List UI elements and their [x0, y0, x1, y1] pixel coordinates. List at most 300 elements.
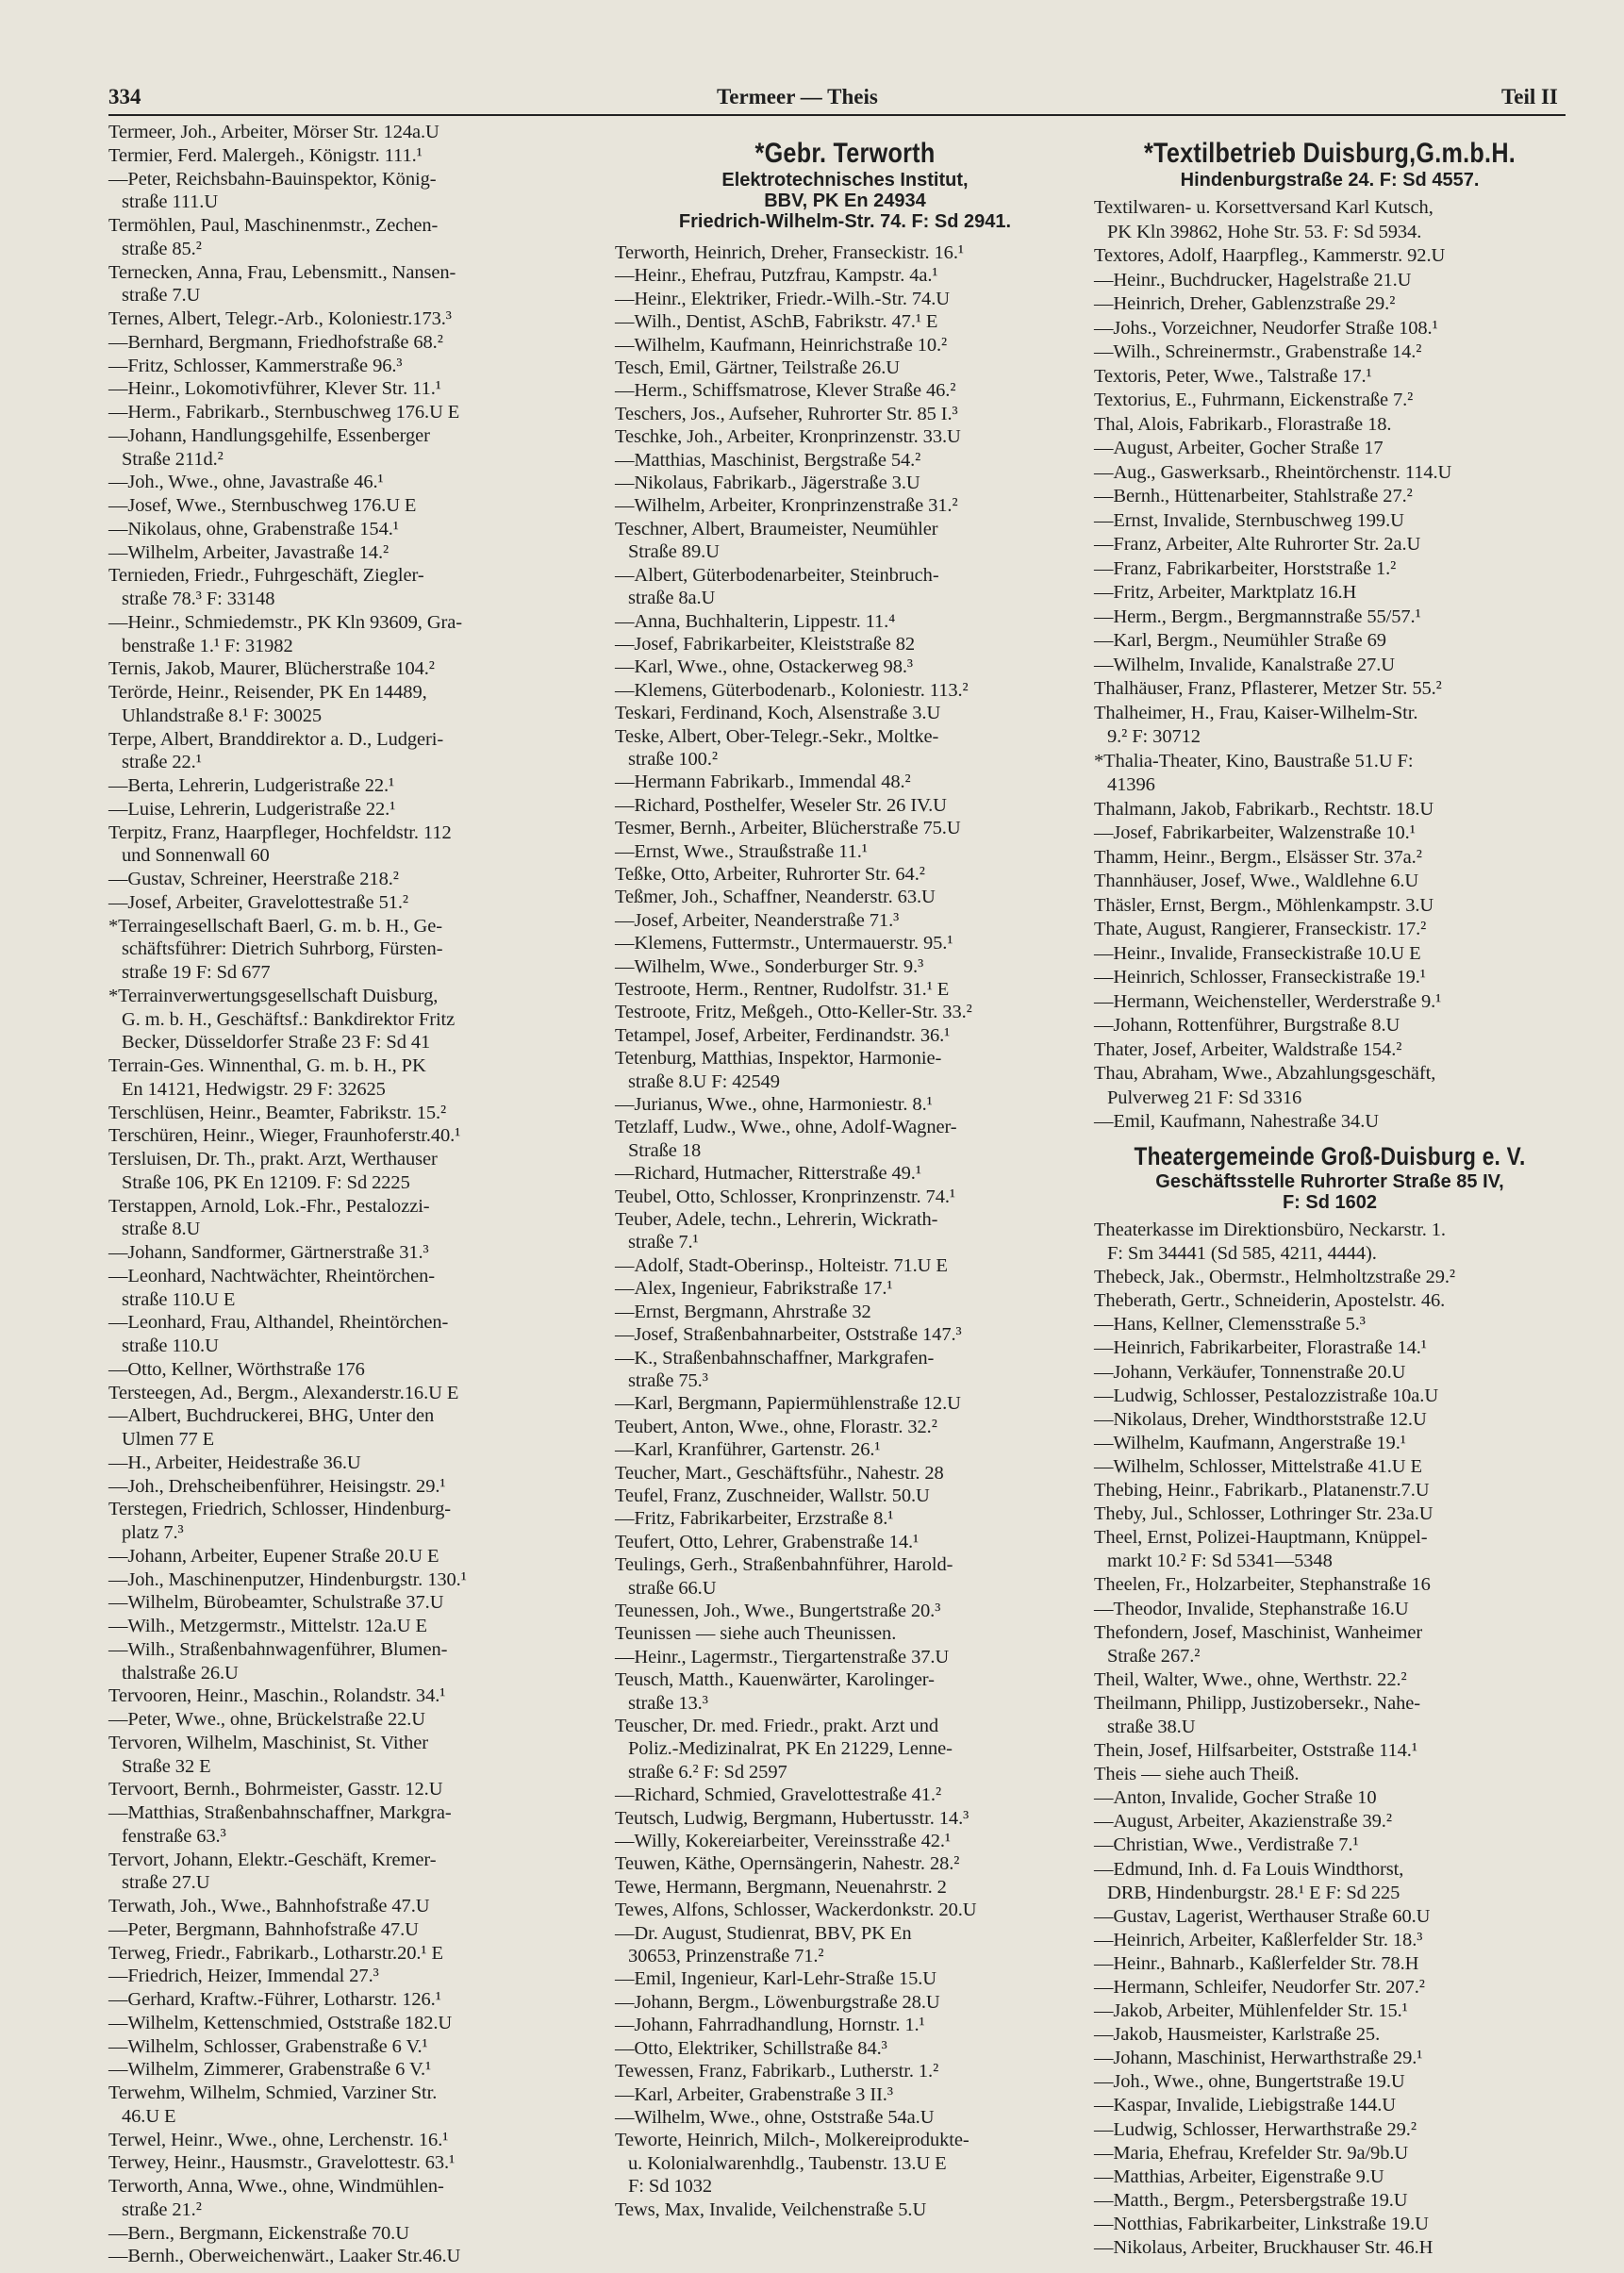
directory-entry [1094, 1479, 1566, 1502]
directory-entry [615, 2037, 1077, 2060]
directory-entry [108, 681, 591, 728]
entry-continuation-line: straße 22.¹ [122, 752, 202, 773]
entry-line: Terstappen, Arnold, Lok.-Fhr., Pestalozzi- [108, 1195, 430, 1217]
entry-line: —Kaspar, Invalide, Liebigstraße 144.U [1094, 2095, 1396, 2116]
entry-line: Thalhäuser, Franz, Pflasterer, Metzer Str. 55.² [1094, 678, 1442, 699]
directory-entry [615, 449, 1077, 472]
directory-entry [1094, 1502, 1566, 1526]
directory-entry [615, 1416, 1077, 1438]
entry-line: Theis — siehe auch Theiß. [1094, 1764, 1300, 1785]
directory-entry [615, 1392, 1077, 1415]
directory-entry [108, 1545, 591, 1568]
ad-title: *Gebr. Terworth [754, 138, 936, 169]
directory-entry [1094, 2118, 1566, 2142]
directory-entry [1094, 1361, 1566, 1385]
directory-entry [1094, 1763, 1566, 1786]
directory-entry [108, 1568, 591, 1592]
directory-entry [108, 471, 591, 494]
directory-entry [615, 1438, 1077, 1461]
directory-entry [1094, 581, 1566, 606]
entry-line: —Wilhelm, Arbeiter, Javastraße 14.² [108, 541, 389, 563]
directory-entry [615, 1208, 1077, 1254]
directory-entry [108, 494, 591, 518]
header-rule [108, 114, 1566, 116]
advertisement-terworth [613, 138, 1077, 232]
entry-line: —Luise, Lehrerin, Ludgeristraße 22.¹ [108, 798, 396, 820]
entry-line: Tewessen, Franz, Fabrikarb., Lutherstr. 1.² [615, 2061, 939, 2082]
entry-line: Teutsch, Ludwig, Bergmann, Hubertusstr. 14.³ [615, 1807, 969, 1829]
entry-line: Textorius, E., Fuhrmann, Eickenstraße 7.² [1094, 390, 1414, 410]
directory-entry [108, 1498, 591, 1545]
entry-line: —Johann, Verkäufer, Tonnenstraße 20.U [1094, 1361, 1406, 1383]
directory-entry [1094, 702, 1566, 750]
entry-line: Teschner, Albert, Braumeister, Neumühler [615, 518, 938, 539]
ad-title: Theatergemeinde Groß-Duisburg e. V. [1134, 1142, 1526, 1170]
directory-entry [1094, 1976, 1566, 1999]
directory-entry [615, 794, 1077, 817]
directory-entry [615, 702, 1077, 724]
directory-entry [1094, 1668, 1566, 1692]
entry-line: —Franz, Arbeiter, Alte Ruhrorter Str. 2a.U [1094, 534, 1421, 555]
entry-continuation-line: F: Sd 1032 [628, 2176, 712, 2198]
directory-entry [108, 518, 591, 541]
entry-line: Ternecken, Anna, Frau, Lebensmitt., Nansen- [108, 261, 456, 283]
entry-line: —Johann, Rottenführer, Burgstraße 8.U [1094, 1015, 1400, 1036]
directory-entry [615, 494, 1077, 517]
entry-line: —Otto, Kellner, Wörthstraße 176 [108, 1358, 365, 1380]
directory-entry [615, 655, 1077, 678]
entry-line: —Jurianus, Wwe., ohne, Harmoniestr. 8.¹ [615, 1094, 933, 1116]
entry-line: —Herm., Fabrikarb., Sternbuschweg 176.U E [108, 402, 460, 423]
directory-entry [1094, 292, 1566, 317]
entry-line: Teulings, Gerh., Straßenbahnführer, Harold- [615, 1554, 953, 1576]
entry-line: —Gustav, Schreiner, Heerstraße 218.² [108, 869, 399, 889]
directory-entry [1094, 629, 1566, 654]
entry-line: —Fritz, Arbeiter, Marktplatz 16.H [1094, 582, 1357, 603]
entry-line: —Johann, Fahrradhandlung, Hornstr. 1.¹ [615, 2015, 925, 2036]
entry-line: —Heinr., Elektriker, Friedr.-Wilh.-Str. 74.U [615, 288, 950, 309]
directory-entry [108, 1895, 591, 1918]
entry-line: Teuwen, Käthe, Opernsängerin, Nahestr. 28.² [615, 1853, 960, 1875]
directory-entry [1094, 1810, 1566, 1833]
entry-line: Testroote, Herm., Rentner, Rudolfstr. 31.¹ E [615, 979, 950, 1000]
entry-line: —Peter, Bergmann, Bahnhofstraße 47.U [108, 1918, 419, 1940]
directory-entry [615, 1507, 1077, 1530]
entry-line: Teunessen, Joh., Wwe., Bungertstraße 20.³ [615, 1600, 941, 1621]
entry-line: Tervort, Johann, Elektr.-Geschäft, Kremer- [108, 1849, 437, 1870]
directory-entry [1094, 196, 1566, 244]
directory-entry [108, 401, 591, 424]
directory-entry [1094, 1110, 1566, 1135]
directory-entry [108, 821, 591, 869]
entry-line: Terpitz, Franz, Haarpfleger, Hochfeldstr. 112 [108, 821, 452, 843]
entry-line: —Edmund, Inh. d. Fa Louis Windthorst, [1094, 1858, 1404, 1880]
entry-continuation-line: Straße 89.U [628, 541, 720, 563]
entry-line: —Franz, Fabrikarbeiter, Horststraße 1.² [1094, 557, 1397, 579]
directory-entry [1094, 533, 1566, 557]
entry-line: —Josef, Wwe., Sternbuschweg 176.U E [108, 495, 417, 516]
entry-continuation-line: thalstraße 26.U [122, 1662, 239, 1684]
directory-entry [108, 2129, 591, 2152]
entry-line: —Albert, Güterbodenarbeiter, Steinbruch- [615, 564, 939, 586]
entry-line: Tervoort, Bernh., Bohrmeister, Gasstr. 12.U [108, 1779, 443, 1800]
entry-line: Theby, Jul., Schlosser, Lothringer Str. 23a.U [1094, 1503, 1433, 1525]
directory-entry [615, 2014, 1077, 2036]
entry-line: —Johann, Maschinist, Herwarthstraße 29.¹ [1094, 2048, 1423, 2069]
directory-entry [615, 1830, 1077, 1852]
directory-entry [615, 1646, 1077, 1668]
directory-entry [615, 1600, 1077, 1622]
entry-line: —Josef, Fabrikarbeiter, Walzenstraße 10.¹ [1094, 822, 1416, 843]
directory-entry [615, 403, 1077, 425]
entry-line: Tersteegen, Ad., Bergm., Alexanderstr.16.U E [108, 1382, 459, 1403]
entry-line: —Notthias, Fabrikarbeiter, Linkstraße 19.U [1094, 2213, 1429, 2234]
entry-line: Tews, Max, Invalide, Veilchenstraße 5.U [615, 2198, 927, 2220]
directory-entry [1094, 2023, 1566, 2047]
entry-line: —Maria, Ehefrau, Krefelder Str. 9a/9b.U [1094, 2142, 1409, 2164]
entry-continuation-line: En 14121, Hedwigstr. 29 F: 32625 [122, 1078, 386, 1100]
entry-continuation-line: DRB, Hindenburgstr. 28.¹ E F: Sd 225 [1107, 1882, 1400, 1903]
directory-entry [1094, 1289, 1566, 1313]
entry-line: —August, Arbeiter, Akazienstraße 39.² [1094, 1811, 1392, 1833]
directory-entry [1094, 1999, 1566, 2023]
entry-line: —Joh., Wwe., ohne, Bungertstraße 19.U [1094, 2071, 1405, 2093]
entry-line: *Terraingesellschaft Baerl, G. m. b. H., Ge- [108, 915, 442, 937]
directory-entry [108, 564, 591, 611]
directory-entry [1094, 1621, 1566, 1668]
directory-entry [1094, 990, 1566, 1015]
directory-entry [1094, 677, 1566, 702]
entry-line: —Jakob, Arbeiter, Mühlenfelder Str. 15.¹ [1094, 2000, 1408, 2022]
entry-continuation-line: Straße 267.² [1107, 1645, 1201, 1667]
entry-line: —Ernst, Bergmann, Ahrstraße 32 [615, 1301, 871, 1322]
entry-line: —Alex, Ingenieur, Fabrikstraße 17.¹ [615, 1278, 893, 1300]
entry-line: —Richard, Schmied, Gravelottestraße 41.² [615, 1784, 941, 1806]
entry-line: —Wilhelm, Zimmerer, Grabenstraße 6 V.¹ [108, 2059, 432, 2081]
entry-line: —Ludwig, Schlosser, Pestalozzistraße 10a.U [1094, 1385, 1439, 1406]
entry-continuation-line: Pulverweg 21 F: Sd 3316 [1107, 1087, 1302, 1108]
entry-line: —Wilhelm, Arbeiter, Kronprinzenstraße 31.² [615, 495, 958, 517]
entry-line: Teufel, Franz, Zuschneider, Wallstr. 50.U [615, 1485, 930, 1506]
directory-entry [615, 310, 1077, 333]
directory-entry [1094, 846, 1566, 871]
column-1 [108, 121, 591, 2268]
directory-entry [108, 1942, 591, 1966]
directory-entry [1094, 1952, 1566, 1976]
directory-entry [1094, 437, 1566, 461]
column-2 [615, 241, 1077, 2221]
entry-line: —Gustav, Lagerist, Werthauser Straße 60.U [1094, 1905, 1431, 1927]
entry-line: *Thalia-Theater, Kino, Baustraße 51.U F: [1094, 750, 1414, 771]
directory-entry [108, 1638, 591, 1685]
entry-line: —Leonhard, Nachtwächter, Rheintörchen- [108, 1265, 436, 1286]
entry-line: Thamm, Heinr., Bergm., Elsässer Str. 37a.² [1094, 846, 1422, 868]
directory-entry [1094, 1833, 1566, 1857]
entry-line: —Josef, Arbeiter, Gravelottestraße 51.² [108, 891, 408, 913]
directory-entry [615, 1967, 1077, 1990]
entry-continuation-line: fenstraße 63.³ [122, 1825, 226, 1847]
entry-line: —Wilh., Dentist, ASchB, Fabrikstr. 47.¹ E [615, 311, 938, 333]
entry-line: —Heinrich, Dreher, Gablenzstraße 29.² [1094, 293, 1396, 314]
entry-continuation-line: straße 8a.U [628, 588, 716, 609]
advertisement-theatergemeinde [1094, 1141, 1566, 1213]
directory-entry [108, 541, 591, 565]
ad-line: Friedrich-Wilhelm-Str. 74. F: Sd 2941. [678, 211, 1012, 232]
directory-entry [1094, 413, 1566, 438]
entry-continuation-line: straße 38.U [1107, 1716, 1196, 1737]
entry-line: —Heinr., Lokomotivführer, Klever Str. 11.¹ [108, 378, 441, 400]
entry-line: —August, Arbeiter, Gocher Straße 17 [1094, 438, 1384, 458]
entry-line: Tewe, Hermann, Bergmann, Neuenahrstr. 2 [615, 1876, 947, 1898]
directory-entry [108, 1311, 591, 1358]
entry-line: —Herm., Schiffsmatrose, Klever Straße 46.² [615, 380, 956, 402]
directory-entry [615, 633, 1077, 655]
entry-line: Thal, Alois, Fabrikarb., Florastraße 18. [1094, 413, 1392, 435]
directory-entry [108, 2058, 591, 2082]
directory-entry [615, 1301, 1077, 1323]
entry-line: Terwel, Heinr., Wwe., ohne, Lerchenstr. 16.¹ [108, 2129, 449, 2150]
entry-line: Theil, Walter, Wwe., ohne, Werthstr. 22.² [1094, 1668, 1407, 1690]
directory-entry [615, 288, 1077, 310]
entry-continuation-line: straße 7.¹ [628, 1232, 699, 1253]
entry-line: —Josef, Arbeiter, Neanderstraße 71.³ [615, 909, 900, 931]
entry-line: Thebeck, Jak., Obermstr., Helmholtzstraße 29.² [1094, 1267, 1455, 1288]
directory-entry [1094, 1598, 1566, 1621]
directory-entry [108, 1615, 591, 1638]
directory-entry [108, 1241, 591, 1265]
entry-line: Teßmer, Joh., Schaffner, Neanderstr. 63.U [615, 887, 936, 908]
entry-line: —Heinr., Invalide, Franseckistraße 10.U E [1094, 942, 1421, 964]
entry-line: —Karl, Kranführer, Gartenstr. 26.¹ [615, 1439, 881, 1461]
entry-continuation-line: straße 66.U [628, 1577, 717, 1599]
entry-continuation-line: straße 27.U [122, 1872, 210, 1894]
entry-line: —Otto, Elektriker, Schillstraße 84.³ [615, 2037, 887, 2059]
entry-line: —Heinr., Ehefrau, Putzfrau, Kampstr. 4a.¹ [615, 265, 938, 287]
entry-line: Tewes, Alfons, Schlosser, Wackerdonkstr. 20.U [615, 1900, 977, 1921]
entry-line: —Nikolaus, Dreher, Windthorststraße 12.U [1094, 1408, 1427, 1430]
entry-line: Teskari, Ferdinand, Koch, Alsenstraße 3.U [615, 703, 941, 724]
entry-line: —Bernh., Hüttenarbeiter, Stahlstraße 27.² [1094, 486, 1413, 506]
directory-entry [108, 1684, 591, 1708]
directory-entry [1094, 389, 1566, 413]
entry-line: Textilwaren- u. Korsettversand Karl Kutsch, [1094, 197, 1433, 218]
entry-continuation-line: Straße 211d.² [122, 448, 224, 470]
entry-line: —Aug., Gaswerksarb., Rheintörchenstr. 114.U [1094, 461, 1452, 483]
running-title: Termeer — Theis [717, 85, 878, 108]
entry-line: Teusch, Matth., Kauenwärter, Karolinger- [615, 1669, 935, 1691]
directory-entry [615, 2060, 1077, 2082]
entry-line: —Heinr., Lagermstr., Tiergartenstraße 37.U [615, 1646, 950, 1667]
directory-entry [1094, 654, 1566, 678]
directory-entry [108, 121, 591, 144]
entry-continuation-line: F: Sm 34441 (Sd 585, 4211, 4444). [1107, 1243, 1377, 1265]
directory-entry [615, 1347, 1077, 1393]
entry-line: —Heinr., Schmiedemstr., PK Kln 93609, Gra- [108, 611, 463, 633]
entry-continuation-line: Poliz.-Medizinalrat, PK En 21229, Lenne- [628, 1738, 953, 1760]
directory-entry [1094, 750, 1566, 798]
entry-line: —Leonhard, Frau, Althandel, Rheintörchen- [108, 1312, 449, 1334]
directory-entry [615, 886, 1077, 908]
entry-line: Theaterkasse im Direktionsbüro, Neckarstr. 1. [1094, 1219, 1446, 1240]
entry-continuation-line: straße 85.² [122, 238, 202, 259]
entry-continuation-line: 41396 [1107, 774, 1155, 795]
directory-entry [615, 1277, 1077, 1300]
entry-line: Teworte, Heinrich, Milch-, Molkereiprodukte- [615, 2130, 969, 2151]
entry-continuation-line: markt 10.² F: Sd 5341—5348 [1107, 1551, 1333, 1572]
entry-line: Textores, Adolf, Haarpfleg., Kammerstr. 92.U [1094, 245, 1446, 266]
entry-line: Tetzlaff, Ludw., Wwe., ohne, Adolf-Wagner- [615, 1117, 957, 1138]
entry-line: Terworth, Anna, Wwe., ohne, Windmühlen- [108, 2176, 444, 2197]
directory-entry [108, 168, 591, 215]
directory-entry [108, 2082, 591, 2129]
directory-entry [1094, 317, 1566, 341]
entry-line: —Johann, Handlungsgehilfe, Essenberger [108, 424, 430, 446]
directory-entry [1094, 557, 1566, 582]
entry-line: Testroote, Fritz, Meßgeh., Otto-Keller-Str. 33.² [615, 1002, 972, 1023]
directory-entry [615, 610, 1077, 633]
directory-entry [108, 355, 591, 378]
directory-entry [1094, 1692, 1566, 1739]
directory-entry [615, 1899, 1077, 1921]
entry-line: —Josef, Fabrikarbeiter, Kleiststraße 82 [615, 633, 916, 655]
directory-entry [1094, 1062, 1566, 1110]
directory-entry [108, 1054, 591, 1102]
entry-line: Teucher, Mart., Geschäftsführ., Nahestr. 28 [615, 1462, 944, 1484]
directory-entry [108, 1918, 591, 1942]
entry-continuation-line: straße 100.² [628, 748, 718, 770]
entry-line: —Wilh., Straßenbahnwagenführer, Blumen- [108, 1638, 448, 1660]
entry-line: —Hermann, Schleifer, Neudorfer Str. 207.² [1094, 1977, 1425, 1998]
entry-continuation-line: platz 7.³ [122, 1522, 184, 1543]
entry-line: —Karl, Wwe., ohne, Ostackerweg 98.³ [615, 656, 913, 678]
entry-line: —Wilhelm, Kettenschmied, Oststraße 182.U [108, 2012, 453, 2033]
entry-line: Terpe, Albert, Branddirektor a. D., Ludgeri- [108, 728, 444, 750]
entry-continuation-line: 30653, Prinzenstraße 71.² [628, 1946, 824, 1967]
directory-entry [615, 1047, 1077, 1093]
entry-continuation-line: u. Kolonialwarenhdlg., Taubenstr. 13.U E [628, 2152, 947, 2174]
entry-line: Teunissen — siehe auch Theunissen. [615, 1623, 897, 1645]
directory-entry [108, 728, 591, 775]
directory-entry [1094, 1573, 1566, 1597]
entry-line: —Bern., Bergmann, Eickenstraße 70.U [108, 2222, 409, 2244]
directory-entry [615, 955, 1077, 978]
entry-line: —Hermann Fabrikarb., Immendal 48.² [615, 771, 911, 793]
directory-entry [1094, 821, 1566, 846]
directory-entry [1094, 1336, 1566, 1360]
directory-entry [615, 1807, 1077, 1830]
directory-entry [1094, 2142, 1566, 2165]
directory-entry [615, 1323, 1077, 1346]
entry-continuation-line: straße 75.³ [628, 1369, 708, 1391]
entry-line: —Richard, Posthelfer, Weseler Str. 26 IV.U [615, 794, 947, 816]
entry-line: Terstegen, Friedrich, Schlosser, Hindenburg- [108, 1499, 452, 1520]
entry-line: —Heinrich, Arbeiter, Kaßlerfelder Str. 18.³ [1094, 1929, 1423, 1950]
entry-line: Thäsler, Ernst, Bergm., Möhlenkampstr. 3.U [1094, 894, 1434, 916]
entry-line: —Johs., Vorzeichner, Neudorfer Straße 108.¹ [1094, 317, 1438, 339]
entry-line: —Wilh., Schreinermstr., Grabenstraße 14.² [1094, 341, 1422, 362]
entry-line: —Karl, Bergmann, Papiermühlenstraße 12.U [615, 1393, 961, 1415]
entry-line: Thein, Josef, Hilfsarbeiter, Oststraße 114.¹ [1094, 1740, 1417, 1762]
entry-line: —Willy, Kokereiarbeiter, Vereinsstraße 42.¹ [615, 1831, 951, 1852]
entry-line: Tervoren, Wilhelm, Maschinist, St. Vither [108, 1732, 428, 1753]
directory-entry [108, 2175, 591, 2222]
entry-line: —Hermann, Weichensteller, Werderstraße 9.¹ [1094, 990, 1442, 1012]
directory-entry [1094, 340, 1566, 365]
entry-line: —Bernhard, Bergmann, Friedhofstraße 68.² [108, 331, 443, 353]
directory-entry [108, 1148, 591, 1195]
entry-line: —Peter, Reichsbahn-Bauinspektor, König- [108, 168, 437, 190]
ad-line: Hindenburgstraße 24. F: Sd 4557. [1180, 170, 1480, 191]
directory-entry [615, 1462, 1077, 1485]
directory-entry [1094, 2047, 1566, 2070]
entry-continuation-line: straße 19 F: Sd 677 [122, 962, 271, 983]
directory-entry [615, 1024, 1077, 1047]
directory-entry [615, 1668, 1077, 1715]
directory-entry [1094, 2070, 1566, 2094]
directory-entry [615, 1553, 1077, 1600]
entry-line: Ternis, Jakob, Maurer, Blücherstraße 104.² [108, 658, 435, 680]
directory-entry [108, 307, 591, 331]
entry-line: —Joh., Maschinenputzer, Hindenburgstr. 130.¹ [108, 1568, 467, 1590]
entry-line: Tetampel, Josef, Arbeiter, Ferdinandstr. 36.¹ [615, 1024, 951, 1046]
directory-entry [108, 1778, 591, 1801]
ad-line: Elektrotechnisches Institut, [721, 170, 969, 191]
directory-entry [615, 1622, 1077, 1645]
entry-line: Theberath, Gertr., Schneiderin, Apostelstr. 46. [1094, 1290, 1446, 1312]
entry-line: Tesmer, Bernh., Arbeiter, Blücherstraße 75.U [615, 818, 961, 839]
directory-entry [1094, 1385, 1566, 1408]
directory-entry [108, 1988, 591, 2012]
entry-line: Tetenburg, Matthias, Inspektor, Harmonie- [615, 1048, 942, 1070]
entry-line: —Wilh., Metzgermstr., Mittelstr. 12a.U E [108, 1616, 427, 1636]
directory-entry [1094, 2165, 1566, 2189]
entry-continuation-line: PK Kln 39862, Hohe Str. 53. F: Sd 5934. [1107, 221, 1422, 242]
entry-line: Terrain-Ges. Winnenthal, G. m. b. H., PK [108, 1055, 426, 1076]
entry-line: —Emil, Ingenieur, Karl-Lehr-Straße 15.U [615, 1968, 936, 1990]
entry-line: —Johann, Sandformer, Gärtnerstraße 31.³ [108, 1242, 429, 1263]
directory-entry [108, 2151, 591, 2175]
directory-entry [615, 909, 1077, 932]
directory-entry [108, 798, 591, 821]
directory-entry [615, 518, 1077, 564]
entry-line: —Wilhelm, Kaufmann, Heinrichstraße 10.² [615, 334, 948, 356]
directory-entry [1094, 2213, 1566, 2236]
entry-line: Terschüren, Heinr., Wieger, Fraunhoferstr.40.¹ [108, 1125, 461, 1147]
directory-entry [108, 1965, 591, 1988]
directory-entry [108, 868, 591, 891]
entry-line: Ternieden, Friedr., Fuhrgeschäft, Ziegler- [108, 565, 424, 587]
entry-line: —Dr. August, Studienrat, BBV, PK En [615, 1922, 912, 1944]
entry-line: —Matth., Bergm., Petersbergstraße 19.U [1094, 2189, 1408, 2211]
directory-entry [1094, 1786, 1566, 1810]
entry-line: —Nikolaus, Arbeiter, Bruckhauser Str. 46.H [1094, 2237, 1433, 2259]
entry-continuation-line: 46.U E [122, 2105, 176, 2127]
directory-entry [108, 214, 591, 261]
entry-line: —Matthias, Maschinist, Bergstraße 54.² [615, 449, 921, 471]
directory-entry [1094, 894, 1566, 919]
directory-entry [615, 978, 1077, 1001]
entry-line: —Christian, Wwe., Verdistraße 7.¹ [1094, 1834, 1359, 1856]
entry-line: Terworth, Heinrich, Dreher, Franseckistr. 16.¹ [615, 242, 964, 263]
directory-entry [1094, 1432, 1566, 1455]
entry-line: Terwath, Joh., Wwe., Bahnhofstraße 47.U [108, 1896, 430, 1916]
directory-entry [1094, 365, 1566, 390]
entry-line: Teschers, Jos., Aufseher, Ruhrorter Str. 85 I.³ [615, 403, 958, 424]
directory-entry [615, 817, 1077, 839]
directory-entry [615, 2198, 1077, 2221]
directory-entry [108, 1591, 591, 1615]
column-3-top [1094, 196, 1566, 1135]
